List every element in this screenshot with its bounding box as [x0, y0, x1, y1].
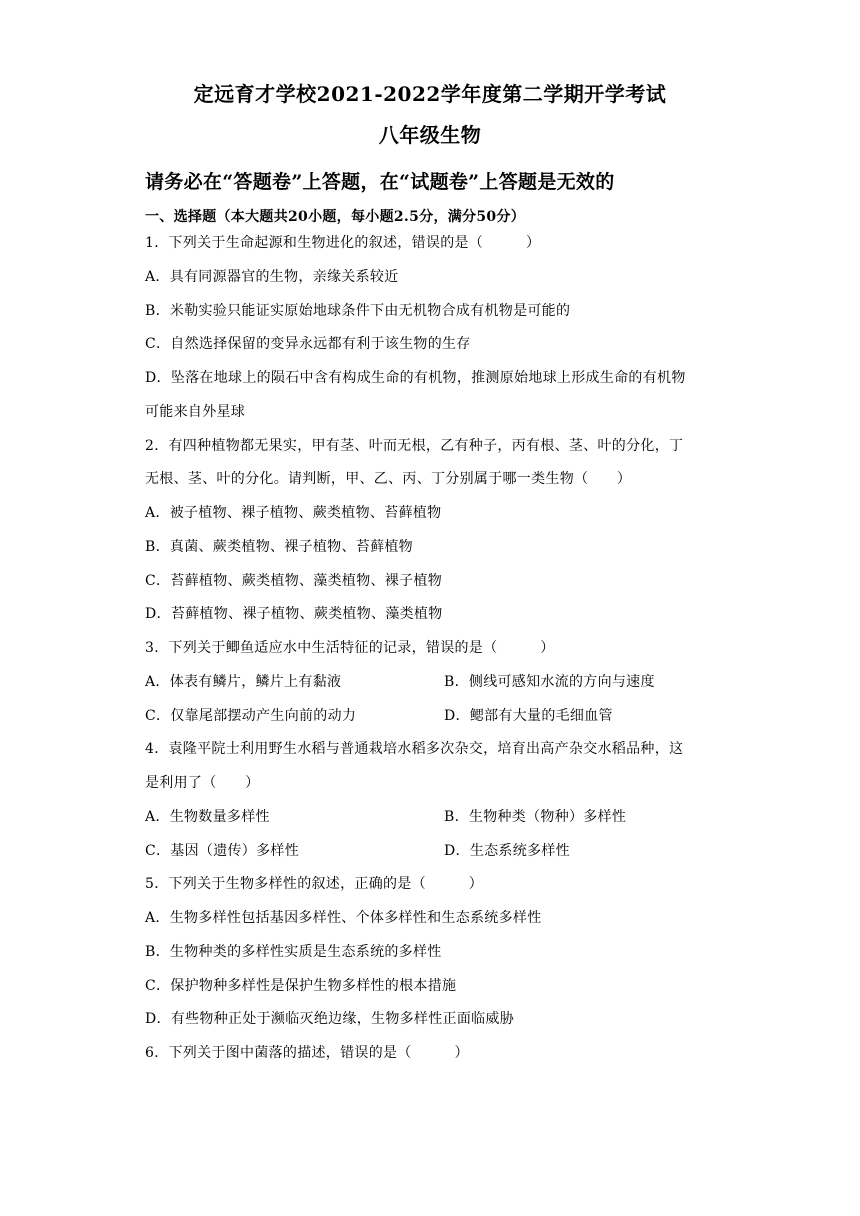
question-2-stem-cont: 无根、茎、叶的分化。请判断，甲、乙、丙、丁分别属于哪一类生物（ ）	[145, 471, 632, 487]
question-2-stem: 2．有四种植物都无果实，甲有茎、叶而无根，乙有种子，丙有根、茎、叶的分化，丁	[145, 438, 684, 454]
question-4-option-d: D．生态系统多样性	[444, 843, 570, 859]
question-1-stem: 1．下列关于生命起源和生物进化的叙述，错误的是（ ）	[145, 235, 541, 251]
question-4-option-c: C．基因（遗传）多样性	[145, 843, 300, 859]
question-5-option-c: C．保护物种多样性是保护生物多样性的根本措施	[145, 978, 457, 994]
question-3-option-d: D．鳃部有大量的毛细血管	[444, 708, 613, 724]
section-heading: 一、选择题（本大题共20小题，每小题2.5分，满分50分）	[145, 209, 526, 225]
question-6-stem: 6．下列关于图中菌落的描述，错误的是（ ）	[145, 1045, 469, 1061]
question-2-option-d: D．苔藓植物、裸子植物、蕨类植物、藻类植物	[145, 606, 443, 622]
question-3-stem: 3．下列关于鲫鱼适应水中生活特征的记录，错误的是（ ）	[145, 640, 555, 656]
question-4-stem-cont: 是利用了（ ）	[145, 775, 260, 791]
question-1-option-b: B．米勒实验只能证实原始地球条件下由无机物合成有机物是可能的	[145, 303, 571, 319]
question-5-option-d: D．有些物种正处于濒临灭绝边缘，生物多样性正面临威胁	[145, 1011, 515, 1027]
question-2-option-c: C．苔藓植物、蕨类植物、藻类植物、裸子植物	[145, 573, 443, 589]
question-2-option-b: B．真菌、蕨类植物、裸子植物、苔藓植物	[145, 539, 413, 555]
question-1-option-d-cont: 可能来自外星球	[145, 404, 246, 420]
question-1-option-d: D．坠落在地球上的陨石中含有构成生命的有机物，推测原始地球上形成生命的有机物	[145, 370, 686, 386]
question-4-stem: 4．袁隆平院士利用野生水稻与普通栽培水稻多次杂交，培育出高产杂交水稻品种，这	[145, 741, 684, 757]
exam-subtitle: 八年级生物	[378, 123, 482, 147]
question-3-option-b: B．侧线可感知水流的方向与速度	[444, 674, 655, 690]
question-5-option-b: B．生物种类的多样性实质是生态系统的多样性	[145, 944, 442, 960]
question-3-option-a: A．体表有鳞片，鳞片上有黏液	[145, 674, 342, 690]
question-5-stem: 5．下列关于生物多样性的叙述，正确的是（ ）	[145, 876, 484, 892]
exam-title: 定远育才学校2021-2022学年度第二学期开学考试	[193, 82, 667, 106]
question-1-option-a: A．具有同源器官的生物，亲缘关系较近	[145, 269, 399, 285]
answer-notice: 请务必在“答题卷”上答题，在“试题卷”上答题是无效的	[145, 171, 615, 193]
question-3-option-c: C．仅靠尾部摆动产生向前的动力	[145, 708, 357, 724]
question-4-option-b: B．生物种类（物种）多样性	[444, 809, 627, 825]
question-2-option-a: A．被子植物、裸子植物、蕨类植物、苔藓植物	[145, 505, 442, 521]
question-5-option-a: A．生物多样性包括基因多样性、个体多样性和生态系统多样性	[145, 910, 542, 926]
question-1-option-c: C．自然选择保留的变异永远都有利于该生物的生存	[145, 336, 471, 352]
question-4-option-a: A．生物数量多样性	[145, 809, 270, 825]
